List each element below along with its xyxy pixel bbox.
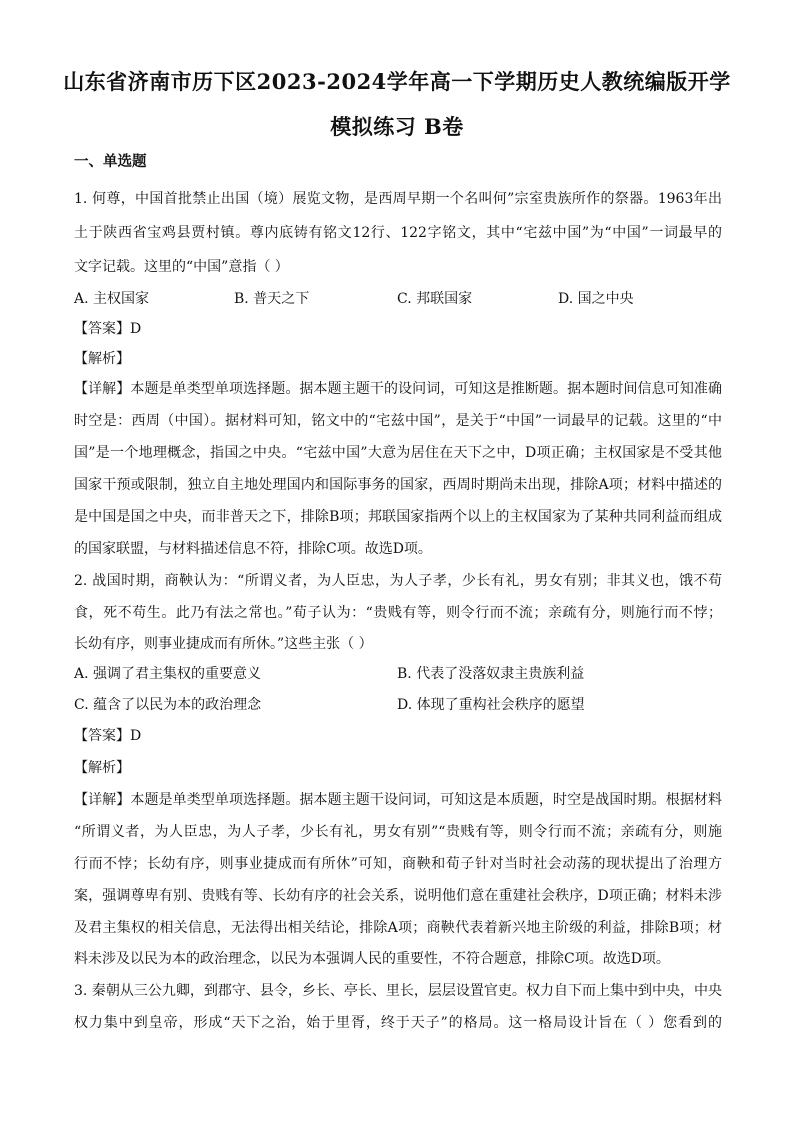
question-1-answer: 【答案】D [74,321,142,337]
question-1-line-1: 1. 何尊，中国首批禁止出国（境）展览文物，是西周早期一个名叫何”宗室贵族所作的祭器。1963年出 [74,191,722,207]
question-1-detail-line-5: 是中国是国之中央，而非普天之下，排除B项；邦联国家指两个以上的主权国家为了某种共同利益而组成 [74,509,722,525]
question-2-answer: 【答案】D [74,728,142,744]
question-1-option-a: A. 主权国家 [74,291,150,307]
question-3-line-2: 权力集中到皇帝，形成“天下之治，始于里胥，终于天子”的格局。这一格局设计旨在（ ）您看到的 [74,1015,722,1031]
question-2-line-2: 食，死不苟生。此乃有法之常也。”荀子认为：“贵贱有等，则令行而不流；亲疏有分，则施行而不悖； [74,605,722,621]
question-1-detail-line-2: 时空是：西周（中国）。据材料可知，铭文中的“宅兹中国”，是关于“中国”一词最早的记载。这里的“中 [74,413,722,429]
question-2-detail-line-3: 行而不悖；长幼有序，则事业捷成而有所休”可知，商鞅和荀子针对当时社会动荡的现状提出了治理方 [74,856,722,872]
question-2-line-1: 2. 战国时期，商鞅认为：“所谓义者，为人臣忠，为人子孝，少长有礼，男女有别；非其义也，饿不苟 [74,573,722,589]
question-2-detail-line-1: 【详解】本题是单类型单项选择题。据本题主题干设问词，可知这是本质题，时空是战国时期。根据材料 [74,792,722,808]
question-2-detail-line-2: “所谓义者，为人臣忠，为人子孝，少长有礼，男女有别”“贵贱有等，则令行而不流；亲疏有分，则施 [74,824,722,840]
question-2-detail-line-4: 案，强调尊卑有别、贵贱有等、长幼有序的社会关系，说明他们意在重建社会秩序，D项正确；材料未涉 [74,888,722,904]
document-title-line-2: 模拟练习 B卷 [330,114,464,139]
question-1-analysis-label: 【解析】 [74,351,130,367]
question-2-analysis-label: 【解析】 [74,760,130,776]
question-3-line-1: 3. 秦朝从三公九卿，到郡守、县令，乡长、亭长、里长，层层设置官吏。权力自下而上集中到中央，中央 [74,983,722,999]
section-heading: 一、单选题 [74,153,147,170]
question-2-option-a: A. 强调了君主集权的重要意义 [74,666,262,682]
question-2-option-b: B. 代表了没落奴隶主贵族利益 [397,666,585,682]
question-1-detail-line-3: 国”是一个地理概念，指国之中央。“宅兹中国”大意为居住在天下之中，D项正确；主权国家是不受其他 [74,445,722,461]
question-1-detail-line-6: 的国家联盟，与材料描述信息不符，排除C项。故选D项。 [74,541,432,557]
question-2-detail-line-5: 及君主集权的相关信息，无法得出相关结论，排除A项；商鞅代表着新兴地主阶级的利益，排除B项；材 [74,920,722,936]
question-2-option-c: C. 蕴含了以民为本的政治理念 [74,697,262,713]
question-1-line-2: 土于陕西省宝鸡县贾村镇。尊内底铸有铭文12行、122字铭文，其中“宅兹中国”为“中国”一词最早的 [74,225,722,241]
question-1-detail-line-1: 【详解】本题是单类型单项选择题。据本题主题干的设问词，可知这是推断题。据本题时间信息可知准确 [74,381,722,397]
question-1-option-c: C. 邦联国家 [397,291,473,307]
question-1-option-d: D. 国之中央 [558,291,634,307]
question-1-line-3: 文字记载。这里的“中国”意指（ ） [74,259,289,275]
question-2-detail-line-6: 料未涉及以民为本的政治理念，以民为本强调人民的重要性，不符合题意，排除C项。故选D项。 [74,951,670,967]
question-1-option-b: B. 普天之下 [234,291,310,307]
question-1-detail-line-4: 国家干预或限制，独立自主地处理国内和国际事务的国家，西周时期尚未出现，排除A项；材料中描述的 [74,477,722,493]
question-2-option-d: D. 体现了重构社会秩序的愿望 [397,697,585,713]
document-title-line-1: 山东省济南市历下区2023-2024学年高一下学期历史人教统编版开学 [63,69,731,94]
question-2-line-3: 长幼有序，则事业捷成而有所休。”这些主张（ ） [74,636,373,652]
